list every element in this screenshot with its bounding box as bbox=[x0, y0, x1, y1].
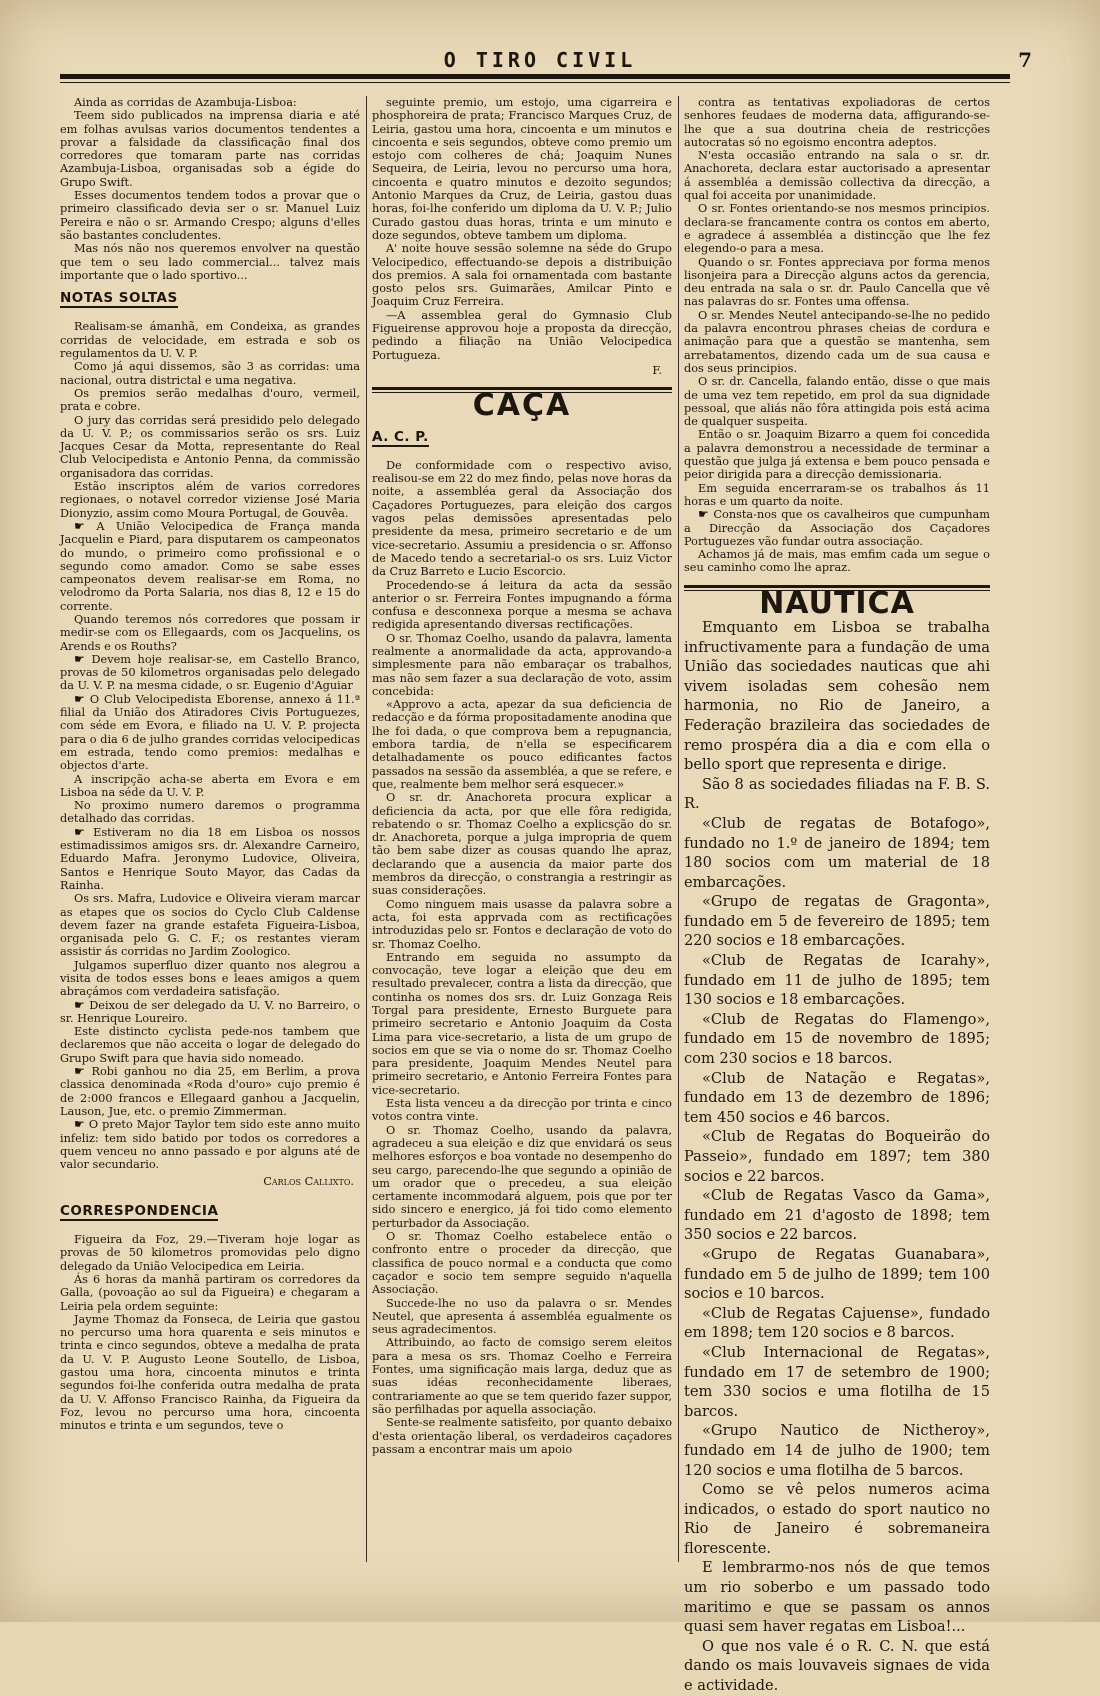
pointing-hand-icon: ☛ bbox=[698, 507, 714, 522]
header-rule-thick bbox=[60, 74, 1010, 79]
article-paragraph: Como ninguem mais usasse da palavra sobre a acta, foi esta apprvada com as rectificações introduzidas pelo sr. Fontos e declaração de voto do sr. Thomaz Coelho. bbox=[372, 897, 672, 951]
article-paragraph: «Club Internacional de Regatas», fundado em 17 de setembro de 1900; tem 330 socios e uma flotilha de 15 barcos. bbox=[684, 1343, 990, 1420]
article-paragraph: seguinte premio, um estojo, uma cigarreira e phosphoreira de prata; Francisco Marques Cruz, de Leiria, gastou uma hora, cincoenta e um minutos e cincoenta e seis segundos, obteve como premio um estojo com colheres de chá; Joaquim Nunes Sequeira, de Leiria, levou no percurso uma hora, cincoenta e quatro minutos e dezoito segundos; Antonio Marques da Cruz, de Leiria, gastou duas horas, foi-lhe conferido um diploma da U. V. P.; Julio Curado gastou duas horas, trinta e um minuto e doze segundos, obteve tambem um diploma. bbox=[372, 96, 672, 242]
article-paragraph: Emquanto em Lisboa se trabalha infructivamente para a fundação de uma União das sociedades nauticas que ahi vivem isoladas sem cohesão nem harmonia, no Rio de Janeiro, a Federação brazileira das sociedades de remo prospéra dia a dia e com ella o bello sport que representa e dirige. bbox=[684, 618, 990, 774]
article-paragraph: ☛ Devem hoje realisar-se, em Castello Branco, provas de 50 kilometros organisadas pelo delegado da U. V. P. na mesma cidade, o sr. Eugenio d'Aguiar bbox=[60, 651, 360, 693]
column-2 bbox=[372, 96, 672, 1562]
section-heading-notas-soltas: NOTAS SOLTAS bbox=[60, 292, 178, 308]
article-paragraph: O sr. Mendes Neutel antecipando-se-lhe no pedido da palavra encontrou phrases cheias de cordura e animação para que a questão se mantenha, sem arrebatamentos, dizendo cada um de sua causa e dos seus principios. bbox=[684, 308, 990, 375]
article-paragraph: Mas nós não nos queremos envolver na questão que tem o seu lado commercial... talvez mais importante que o lado sportivo... bbox=[60, 242, 360, 282]
article-paragraph: «Club de regatas de Botafogo», fundado no 1.º de janeiro de 1894; tem 180 socios com um material de 18 embarcações. bbox=[684, 814, 990, 891]
article-paragraph: «Approvo a acta, apezar da sua deficiencia de redacção e da fórma propositadamente anodina que lhe foi dada, o que comprova bem a repugnancia, embora tardia, de n'ella se especificarem detalhadamente os pouco edificantes factos passados na sessão da assembléa, a que se refere, e que, realmente bem melhor será esquecer.» bbox=[372, 698, 672, 791]
section-heading-correspondencia: CORRESPONDENCIA bbox=[60, 1205, 218, 1221]
article-paragraph: O sr. dr. Cancella, falando então, disse o que mais de uma vez tem repetido, em prol da sua dignidade pessoal, que aliás não fôra attingida pois está acima de qualquer suspeita. bbox=[684, 375, 990, 429]
article-paragraph: Entrando em seguida no assumpto da convocação, teve logar a eleição que deu em resultado prevalecer, contra a lista da direcção, que continha os nomes dos srs. dr. Luiz Gonzaga Reis Torgal para presidente, Ernesto Burguete para primeiro secretario e Antonio Joaquim da Costa Lima para vice-secretario, a lista de um grupo de socios em que se via o nome do sr. Thomaz Coelho para presidente, Joaquim Mendes Neutel para primeiro secretario, e Antonio Ferreira Fontes para vice-secretario. bbox=[372, 950, 672, 1097]
article-paragraph: A' noite houve sessão solemne na séde do Grupo Velocipedico, effectuando-se depois a distribuição dos premios. A sala foi ornamentada com bastante gosto pelos srs. Guimarães, Amilcar Pinto e Joaquim Cruz Ferreira. bbox=[372, 242, 672, 309]
pointing-hand-icon: ☛ bbox=[74, 691, 90, 706]
article-paragraph: Esta lista venceu a da direcção por trinta e cinco votos contra vinte. bbox=[372, 1097, 672, 1124]
author-signature: Carlos Callixto. bbox=[263, 1175, 354, 1189]
article-paragraph: «Club de Natação e Regatas», fundado em 13 de dezembro de 1896; tem 450 socios e 46 barcos. bbox=[684, 1069, 990, 1126]
article-paragraph: «Grupo de Regatas Guanabara», fundado em 5 de julho de 1899; tem 100 socios e 10 barcos. bbox=[684, 1245, 990, 1303]
article-paragraph: Como se vê pelos numeros acima indicados, o estado do sport nautico no Rio de Janeiro é sobremaneira florescente. bbox=[684, 1481, 990, 1557]
article-paragraph: —A assemblea geral do Gymnasio Club Figueirense approvou hoje a proposta da direcção, pedindo a filiação na União Velocipedica Portugueza. bbox=[372, 308, 672, 362]
column-divider-2 bbox=[678, 96, 679, 1562]
article-paragraph: Achamos já de mais, mas emfim cada um segue o seu caminho como lhe apraz. bbox=[684, 548, 990, 575]
article-paragraph: «Club de Regatas de Icarahy», fundado em 11 de julho de 1895; tem 130 socios e 18 embarcações. bbox=[684, 952, 990, 1009]
article-paragraph: Julgamos superfluo dizer quanto nos alegrou a visita de todos esses bons e leaes amigos a quem abraçámos com verdadeira satisfação. bbox=[60, 958, 360, 999]
newspaper-title: O TIRO CIVIL bbox=[443, 48, 637, 72]
article-paragraph: Os premios serão medalhas d'ouro, vermeil, prata e cobre. bbox=[60, 386, 360, 414]
article-paragraph: Esses documentos tendem todos a provar que o primeiro classificado devia ser o sr. Manuel Luiz Pereira e não o sr. Armando Crespo; alguns d'elles são bastantes concludentes. bbox=[60, 189, 360, 242]
section-heading-acp: A. C. P. bbox=[372, 431, 429, 447]
article-paragraph: Ás 6 horas da manhã partiram os corredores da Galla, (povoação ao sul da Figueira) e chegaram a Leiria pela ordem seguinte: bbox=[60, 1272, 360, 1313]
pointing-hand-icon: ☛ bbox=[74, 997, 90, 1012]
article-paragraph: Ainda as corridas de Azambuja-Lisboa: bbox=[74, 96, 297, 109]
section-title-caca: CAÇA bbox=[472, 388, 572, 424]
article-paragraph: De conformidade com o respectivo aviso, realisou-se em 22 do mez findo, pelas nove horas da noite, a assembléa geral da Associação dos Caçadores Portuguezes, para eleição dos cargos vagos pelas demissões apresentadas pelo presidente da mesa, primeiro secretario e de um vice-secretario. Assumiu a presidencia o sr. Affonso de Macedo tendo a secretarial-o os srs. Luiz Victor da Cruz Barreto e Lucio Escorcio. bbox=[372, 458, 672, 579]
article-paragraph: O sr. Thomaz Coelho, usando da palavra, agradeceu a sua eleição e diz que envidará os seus melhores esforços e boa vontade no desempenho do seu cargo, parecendo-lhe que segundo a opinião de um orador que o precedeu, a sua eleição certamente incommodará alguem, pois que por ter sido sincero e energico, já foi tido como elemento perturbador da Associação. bbox=[372, 1123, 672, 1230]
header-rule-thin bbox=[60, 82, 1010, 83]
article-paragraph: Então o sr. Joaquim Bizarro a quem foi concedida a palavra demonstrou a necessidade de terminar a questão que julga já extensa e bem pouco pensada e peior dirigida para a direcção demissionaria. bbox=[684, 428, 990, 482]
article-paragraph: O que nos vale é o R. C. N. que está dando os mais louvaveis signaes de vida e actividade. bbox=[684, 1637, 990, 1695]
article-paragraph: Jayme Thomaz da Fonseca, de Leiria que gastou no percurso uma hora quarenta e seis minutos e trinta e cinco segundos, obteve a medalha de prata da U. V. P. Augusto Leone Soutello, de Lisboa, gastou uma hora, cincoenta minutos e trinta segundos foi-lhe conferida outra medalha de prata da U. V. Affonso Francisco Rainha, da Figueira da Foz, levou no percurso uma hora, cincoenta minutos e trinta e um segundos, teve o bbox=[60, 1312, 360, 1433]
author-initial: F. bbox=[652, 363, 662, 377]
article-paragraph: N'esta occasião entrando na sala o sr. dr. Anachoreta, declara estar auctorisado a apresentar á assembléa a demissão collectiva da direcção, a qual foi acceita por unanimidade. bbox=[684, 149, 990, 203]
column-3 bbox=[684, 96, 990, 1695]
pointing-hand-icon: ☛ bbox=[74, 1117, 89, 1132]
article-paragraph: Figueira da Foz, 29.—Tiveram hoje logar as provas de 50 kilometros promovidas pelo digno delegado da União Velocipedica em Leiria. bbox=[60, 1233, 360, 1273]
nautica-article bbox=[684, 618, 990, 1696]
article-paragraph: São 8 as sociedades filiadas na F. B. S. R. bbox=[684, 775, 990, 813]
article-paragraph: «Club de Regatas Vasco da Gama», fundado em 21 d'agosto de 1898; tem 350 socios e 22 barcos. bbox=[684, 1187, 990, 1244]
article-paragraph: Os srs. Mafra, Ludovice e Oliveira vieram marcar as etapes que os socios do Cyclo Club Caldense devem fazer na grande estafeta Figueira-Lisboa, organisada pelo G. C. F.; os restantes vieram assistir ás corridas no Jardim Zoologico. bbox=[60, 892, 360, 959]
article-paragraph: Teem sido publicados na imprensa diaria e até em folhas avulsas varios documentos tendentes a provar a falsidade da classificação final dos corredores que tomaram parte nas corridas Azambuja-Lisboa, organisadas sob a égide do Grupo Swift. bbox=[60, 109, 360, 189]
pointing-hand-icon: ☛ bbox=[74, 518, 97, 533]
article-paragraph: Procedendo-se á leitura da acta da sessão anterior o sr. Ferreira Fontes impugnando a fórma confusa e desconnexa porque a mesma se achava redigida apresentando diversas rectificações. bbox=[372, 578, 672, 632]
article-paragraph: ☛ Consta-nos que os cavalheiros que cumpunham a Direcção da Associação dos Caçadores Portuguezes vão fundar outra associação. bbox=[684, 507, 990, 548]
article-paragraph: Quando o sr. Fontes appreciava por forma menos lisonjeira para a Direcção alguns actos da gerencia, deu entrada na sala o sr. dr. Paulo Cancella que vê nas palavras do sr. Fontes uma offensa. bbox=[684, 255, 990, 309]
article-paragraph: ☛ O preto Major Taylor tem sido este anno muito infeliz: tem sido batido por todos os corredores a quem venceu no anno passado e por alguns até de valor secundario. bbox=[60, 1117, 360, 1172]
article-paragraph: ☛ Estiveram no dia 18 em Lisboa os nossos estimadissimos amigos srs. dr. Alexandre Carneiro, Eduardo Mafra. Jeronymo Ludovice, Oliveira, Santos e Henrique Souto Mayor, das Cadas da Rainha. bbox=[60, 824, 361, 892]
article-paragraph: contra as tentativas expoliadoras de certos senhores feudaes de moderna data, affigurando-se-lhe que a sua doutrina cheia de restricções autocratas só no egoismo encontra adeptos. bbox=[684, 96, 990, 149]
article-paragraph: Sente-se realmente satisfeito, por quanto debaixo d'esta orientação liberal, os verdadeiros caçadores passam a encontrar mais um apoio bbox=[372, 1416, 672, 1456]
article-paragraph: Como já aqui dissemos, são 3 as corridas: uma nacional, outra districtal e uma negativa. bbox=[60, 360, 360, 387]
article-paragraph: Realisam-se ámanhã, em Condeixa, as grandes corridas de velocidade, em estrada e sob os regulamentos da U. V. P. bbox=[60, 320, 360, 361]
article-paragraph: ☛ Deixou de ser delegado da U. V. no Barreiro, o sr. Henrique Loureiro. bbox=[60, 997, 360, 1025]
section-title-nautica: NAUTICA bbox=[759, 585, 915, 621]
article-paragraph: O jury das corridas será presidido pelo delegado da U. V. P.; os commissarios serão os srs. Luiz Jacques Cesar da Motta, representante do Real Club Velocipedista e Antonio Penna, da commissão organisadora das corridas. bbox=[60, 413, 360, 480]
article-paragraph: A inscripção acha-se aberta em Evora e em Lisboa na séde da U. V. P. bbox=[60, 772, 360, 799]
article-paragraph: ☛ O Club Velocipedista Eborense, annexo á 11.ª filial da União dos Atiradores Civis Portuguezes, com séde em Evora, e filiado na U. V. P. projecta para o dia 6 de julho grandes corridas velocipedicas em estrada, tendo como premios: medalhas e objectos d'arte. bbox=[60, 691, 360, 773]
article-paragraph: O sr. Fontes orientando-se nos mesmos principios. declara-se francamente contra os contos em aberto, e agradece á assembléa a distincção que lhe fez elegendo-o para a mesa. bbox=[684, 202, 990, 256]
pointing-hand-icon: ☛ bbox=[74, 651, 92, 666]
article-paragraph: E lembrarmo-nos nós de que temos um rio soberbo e um passado todo maritimo e que se passam os annos quasi sem haver regatas em Lisboa!... bbox=[684, 1559, 990, 1636]
article-paragraph: Attribuindo, ao facto de comsigo serem eleitos para a mesa os srs. Thomaz Coelho e Ferreira Fontes, uma significação mais larga, deduz que as suas idéas reconhecidamente liberaes, contrariamente ao que se tem querido fazer suppor, são perfilhadas por aquella associação. bbox=[372, 1336, 672, 1416]
article-paragraph: «Club de Regatas Cajuense», fundado em 1898; tem 120 socios e 8 barcos. bbox=[684, 1304, 990, 1342]
article-paragraph: «Club de Regatas do Boqueirão do Passeio», fundado em 1897; tem 380 socios e 22 barcos. bbox=[684, 1128, 990, 1185]
article-paragraph: ☛ A União Velocipedica de França manda Jacquelin e Piard, para disputarem os campeonatos do mundo, o primeiro como profissional e o segundo como amador. Como se sabe esses campeonatos devem realisar-se em Roma, no velodromo da Porta Salaria, nos dias 8, 12 e 15 do corrente. bbox=[60, 518, 361, 613]
article-paragraph: «Grupo de regatas de Gragonta», fundado em 5 de fevereiro de 1895; tem 220 socios e 18 embarcações. bbox=[684, 893, 990, 950]
pointing-hand-icon: ☛ bbox=[74, 824, 94, 839]
article-paragraph: «Club de Regatas do Flamengo», fundado em 15 de novembro de 1895; com 230 socios e 18 barcos. bbox=[684, 1010, 990, 1068]
pointing-hand-icon: ☛ bbox=[74, 1064, 92, 1079]
article-paragraph: ☛ Robi ganhou no dia 25, em Berlim, a prova classica denominada «Roda d'ouro» cujo premio é de 2:000 francos e Ellegaard ganhou a Jacquelin, Lauson, Jue, etc. o premio Zimmerman. bbox=[60, 1064, 360, 1118]
article-paragraph: Quando teremos nós corredores que possam ir medir-se com os Ellegaards, com os Jacquelins, os Arends e os Rouths? bbox=[60, 612, 360, 653]
article-paragraph: O sr. Thomaz Coelho estabelece então o confronto entre o proceder da direcção, que classifica de pouco normal e a conducta que como caçador e socio tem sempre seguido n'aquella Associação. bbox=[372, 1230, 672, 1297]
article-paragraph: Em seguida encerraram-se os trabalhos ás 11 horas e um quarto da noite. bbox=[684, 481, 990, 508]
article-paragraph: Succede-lhe no uso da palavra o sr. Mendes Neutel, que apresenta á assembléa egualmente os seus agradecimentos. bbox=[372, 1296, 672, 1337]
article-paragraph: Este distincto cyclista pede-nos tambem que declaremos que não acceita o logar de delegado do Grupo Swift para que havia sido nomeado. bbox=[60, 1025, 360, 1065]
article-paragraph: Estão inscriptos além de varios corredores regionaes, o notavel corredor viziense José Maria Dionyzio, assim como Moura Portugal, de Gouvêa. bbox=[60, 480, 360, 520]
article-paragraph: No proximo numero daremos o programma detalhado das corridas. bbox=[60, 799, 360, 826]
article-paragraph: «Grupo Nautico de Nictheroy», fundado em 14 de julho de 1900; tem 120 socios e uma flotilha de 5 barcos. bbox=[684, 1422, 990, 1479]
article-paragraph: O sr. dr. Anachoreta procura explicar a deficiencia da acta, por que elle fôra redigida, rebatendo o sr. Thomaz Coelho a explicsção do sr. dr. Anachoreta, porque a julga impropria de quem tão bem sabe dizer as cousas quando lhe apraz, declarando que a ausencia da maior parte dos membros da direcção, o constrangia a restringir as suas considerações. bbox=[372, 791, 672, 898]
column-divider-1 bbox=[366, 96, 367, 1562]
column-1 bbox=[60, 96, 360, 1562]
page-number: 7 bbox=[1018, 48, 1032, 72]
article-paragraph: O sr. Thomaz Coelho, usando da palavra, lamenta realmente a anormalidade da acta, approvando-a simplesmente para não embaraçar os trabalhos, mas não sem fazer a sua declaração de voto, assim concebida: bbox=[372, 631, 672, 698]
